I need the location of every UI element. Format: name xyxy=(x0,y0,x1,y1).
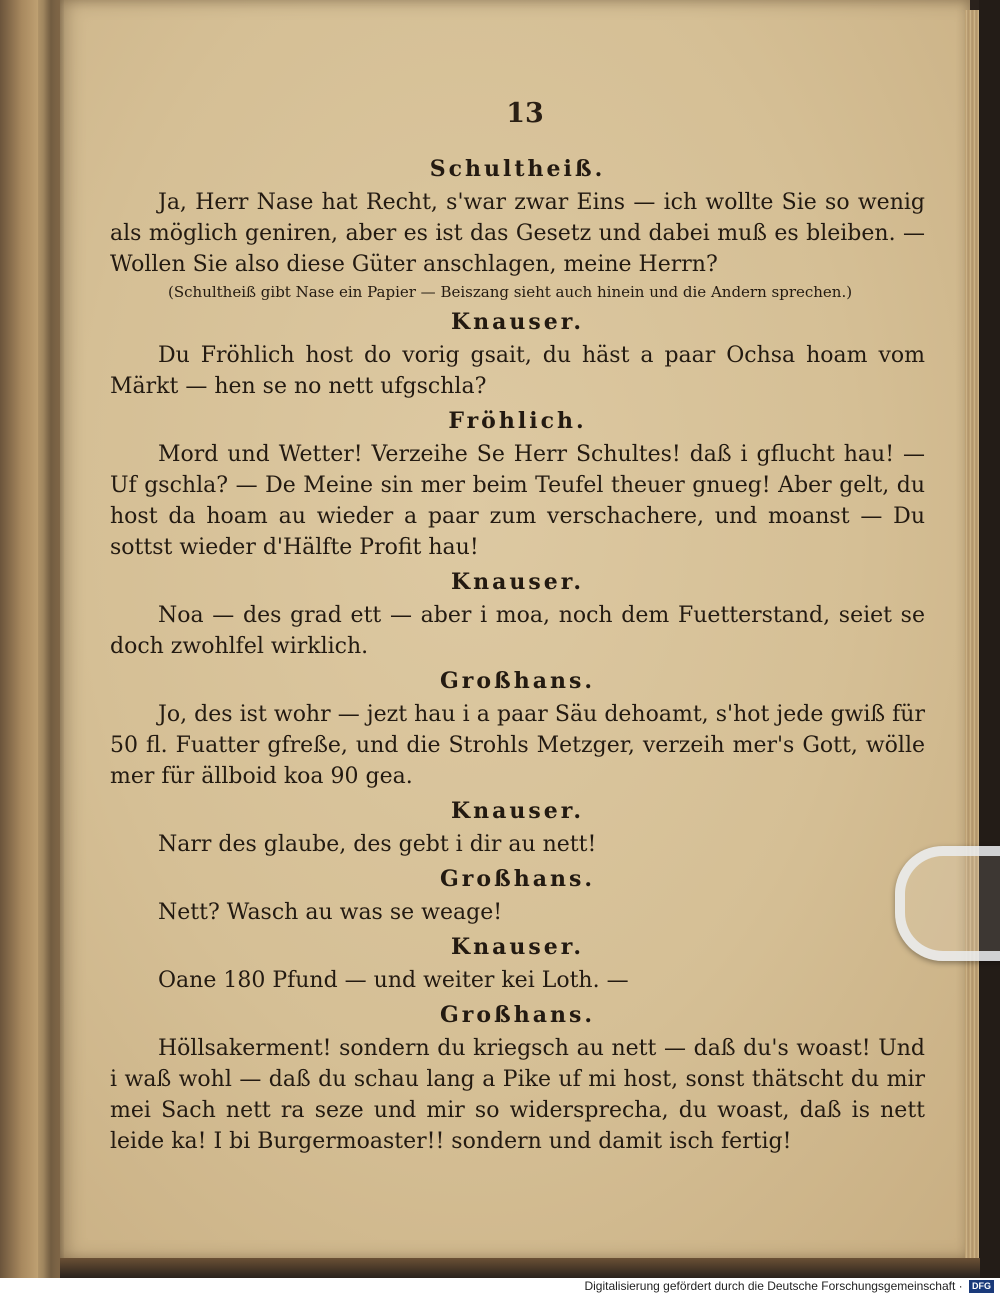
dialogue-text: Oane 180 Pfund — und weiter kei Loth. — xyxy=(158,968,629,993)
speaker-name: Großhans. xyxy=(439,1002,596,1028)
page-text xyxy=(110,150,925,1157)
dialogue-text: Nett? Wasch au was se weage! xyxy=(158,900,503,925)
dialogue-text: Ja, Herr Nase hat Recht, s'war zwar Eins — ich wollte Sie so wenig als möglich geniren, aber es ist das Gesetz und dabei muß es bleiben. — Wollen Sie also diese Güter anschlagen, meine Herrn? xyxy=(110,190,925,277)
speaker-name: Knauser. xyxy=(451,798,584,824)
speaker-name: Großhans. xyxy=(439,668,596,694)
book-gutter xyxy=(38,0,64,1278)
dialogue-text: Höllsakerment! sondern du kriegsch au nett — daß du's woast! Und i waß wohl — daß du schau lang a Pike uf mi host, sonst thätscht du mir mei Sach nett ra seze und mir so widersprecha, du woast, daß is nett leide ka! I bi Burgermoaster!! sondern und damit isch fertig! xyxy=(110,1036,925,1154)
dialogue-text: Jo, des ist wohr — jezt hau i a paar Säu dehoamt, s'hot jede gwiß für 50 fl. Fuatter gfreße, und die Strohls Metzger, verzeih mer's Gott, wölle mer für ällboid koa 90 gea. xyxy=(110,702,925,789)
speaker-name: Knauser. xyxy=(451,569,584,595)
speaker-name: Knauser. xyxy=(451,309,584,335)
dfg-logo-icon: DFG xyxy=(969,1280,994,1293)
speaker-name: Schultheiß. xyxy=(429,156,606,182)
speaker-name: Knauser. xyxy=(451,934,584,960)
page-clip-icon xyxy=(895,846,1000,961)
footer-credit: Digitalisierung gefördert durch die Deutsche Forschungsgemeinschaft xyxy=(584,1279,956,1293)
speaker-name: Fröhlich. xyxy=(448,408,587,434)
speaker-name: Großhans. xyxy=(439,866,596,892)
scan-border-right xyxy=(979,0,1000,1278)
page-stack-edge xyxy=(965,10,979,1260)
stage-direction: (Schultheiß gibt Nase ein Papier — Beiszang sieht auch hinein und die Andern sprechen.) xyxy=(168,283,853,301)
scan-border-bottom xyxy=(60,1258,980,1278)
dialogue-text: Narr des glaube, des gebt i dir au nett! xyxy=(158,832,597,857)
dialogue-text: Du Fröhlich host do vorig gsait, du häst a paar Ochsa hoam vom Märkt — hen se no nett ufgschla? xyxy=(110,343,925,399)
footer-bar: Digitalisierung gefördert durch die Deutsche Forschungsgemeinschaft · DFG xyxy=(0,1278,1000,1295)
dialogue-text: Noa — des grad ett — aber i moa, noch dem Fuetterstand, seiet se doch zwohlfel wirklich. xyxy=(110,603,925,659)
page-number: 13 xyxy=(506,98,544,129)
dialogue-text: Mord und Wetter! Verzeihe Se Herr Schultes! daß i gflucht hau! — Uf gschla? — De Meine sin mer beim Teufel theuer gnueg! Aber gelt, du host da hoam au wieder a paar zum verschachere, und moanst — Du sottst wieder d'Hälfte Profit hau! xyxy=(110,442,925,560)
